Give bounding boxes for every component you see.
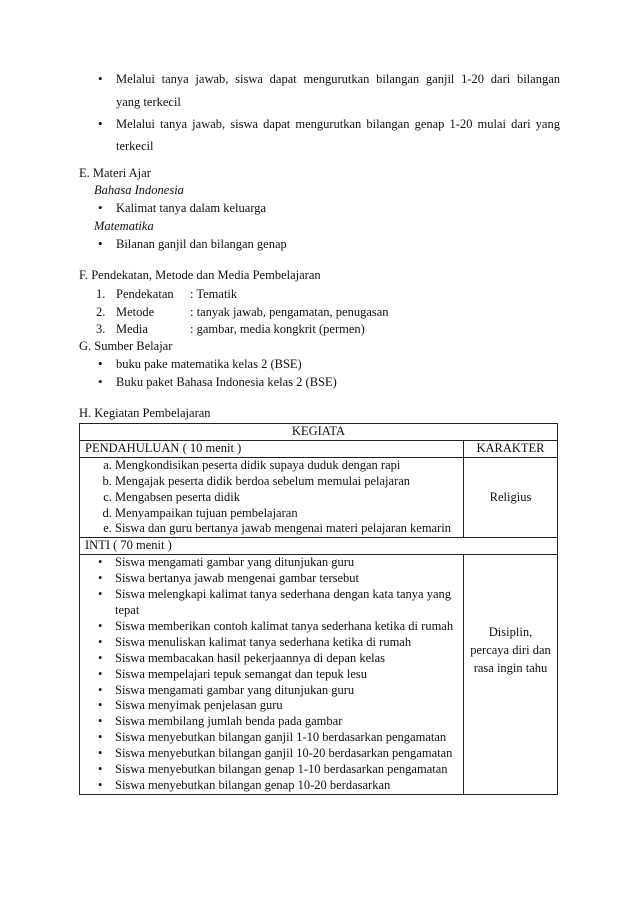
top-bullet-1 bbox=[116, 70, 560, 88]
pendahuluan-karakter: Religius bbox=[464, 457, 558, 538]
inti-cell bbox=[80, 555, 464, 795]
inti-item: • Siswa bertanya jawab mengenai gambar tersebut bbox=[115, 571, 458, 587]
top-bullet-1-line1: Melalui tanya jawab, siswa dapat mengurutkan bilangan ganjil 1-20 dari bilangan bbox=[116, 72, 560, 86]
inti-item: • Siswa memberikan contoh kalimat tanya sederhana ketika di rumah bbox=[115, 619, 458, 635]
inti-item: • Siswa menyimak penjelasan guru bbox=[115, 698, 458, 714]
section-g-item2: • Buku paket Bahasa Indonesia kelas 2 (BSE) bbox=[116, 373, 337, 391]
section-f-row3-num: 3. bbox=[96, 322, 106, 336]
top-bullet-2-cont: terkecil bbox=[116, 139, 154, 153]
pendahuluan-label-row bbox=[80, 440, 558, 457]
inti-item: • Siswa mengamati gambar yang ditunjukan guru bbox=[115, 555, 458, 571]
inti-karakter bbox=[464, 555, 558, 795]
inti-item: • Siswa menyebutkan bilangan ganjil 10-20 berdasarkan pengamatan bbox=[115, 746, 458, 762]
pendahuluan-item: c. Mengabsen peserta didik bbox=[115, 490, 458, 506]
top-bullet-2-line1: Melalui tanya jawab, siswa dapat mengurutkan bilangan genap 1-20 mulai dari yang bbox=[116, 117, 560, 131]
pendahuluan-label: PENDAHULUAN ( 10 menit ) bbox=[80, 440, 464, 457]
inti-item: • Siswa menyebutkan bilangan genap 10-20 berdasarkan bbox=[115, 778, 458, 794]
section-f-row3-label: Media bbox=[116, 322, 148, 336]
inti-label-row bbox=[80, 538, 558, 555]
table-header-row bbox=[80, 424, 558, 441]
inti-item: • Siswa melengkapi kalimat tanya sederhana dengan kata tanya yang tepat bbox=[115, 587, 458, 619]
pendahuluan-item: b. Mengajak peserta didik berdoa sebelum memulai pelajaran bbox=[115, 474, 458, 490]
inti-item: • Siswa menuliskan kalimat tanya sederhana ketika di rumah bbox=[115, 635, 458, 651]
section-f-row2-label: Metode bbox=[116, 305, 155, 319]
section-e-sub1: Bahasa Indonesia bbox=[94, 183, 184, 197]
section-e-sub2: Matematika bbox=[94, 219, 154, 233]
inti-item: • Siswa menyebutkan bilangan genap 1-10 berdasarkan pengamatan bbox=[115, 762, 458, 778]
kegiatan-table bbox=[79, 423, 558, 795]
inti-item: • Siswa mempelajari tepuk semangat dan tepuk lesu bbox=[115, 667, 458, 683]
inti-karakter-text: Disiplin, percaya diri dan rasa ingin tahu bbox=[470, 625, 551, 676]
pendahuluan-item: e. Siswa dan guru bertanya jawab mengenai materi pelajaran kemarin bbox=[115, 521, 458, 537]
section-f-row3-value: : gambar, media kongkrit (permen) bbox=[190, 322, 365, 336]
section-f-row1-value: : Tematik bbox=[190, 287, 238, 301]
table-header: KEGIATA bbox=[80, 424, 558, 441]
section-f-row2-value: : tanyak jawab, pengamatan, penugasan bbox=[190, 305, 389, 319]
pendahuluan-row bbox=[80, 457, 558, 538]
inti-list bbox=[85, 555, 458, 794]
section-f-row1-label: Pendekatan bbox=[116, 287, 174, 301]
section-e-heading: E. Materi Ajar bbox=[79, 166, 151, 180]
inti-item: • Siswa membilang jumlah benda pada gambar bbox=[115, 714, 458, 730]
karakter-label: KARAKTER bbox=[464, 440, 558, 457]
section-e-item1: • Kalimat tanya dalam keluarga bbox=[116, 199, 266, 217]
inti-row bbox=[80, 555, 558, 795]
section-g-item1: • buku pake matematika kelas 2 (BSE) bbox=[116, 355, 302, 373]
top-bullet-1-cont: yang terkecil bbox=[116, 95, 181, 109]
top-bullet-2 bbox=[116, 115, 560, 133]
inti-item: • Siswa membacakan hasil pekerjaannya di depan kelas bbox=[115, 651, 458, 667]
section-f-row1-num: 1. bbox=[96, 287, 106, 301]
pendahuluan-item: d. Menyampaikan tujuan pembelajaran bbox=[115, 506, 458, 522]
inti-label: INTI ( 70 menit ) bbox=[80, 538, 558, 555]
inti-item: • Siswa menyebutkan bilangan ganjil 1-10 berdasarkan pengamatan bbox=[115, 730, 458, 746]
section-f-row2-num: 2. bbox=[96, 305, 106, 319]
inti-item: • Siswa mengamati gambar yang ditunjukan guru bbox=[115, 683, 458, 699]
pendahuluan-item: a. Mengkondisikan peserta didik supaya duduk dengan rapi bbox=[115, 458, 458, 474]
section-g-heading: G. Sumber Belajar bbox=[79, 339, 173, 353]
pendahuluan-cell bbox=[80, 457, 464, 538]
section-h-heading: H. Kegiatan Pembelajaran bbox=[79, 406, 211, 420]
pendahuluan-list bbox=[85, 458, 458, 538]
section-e-item2: • Bilanan ganjil dan bilangan genap bbox=[116, 235, 287, 253]
section-f-heading: F. Pendekatan, Metode dan Media Pembelajaran bbox=[79, 268, 321, 282]
